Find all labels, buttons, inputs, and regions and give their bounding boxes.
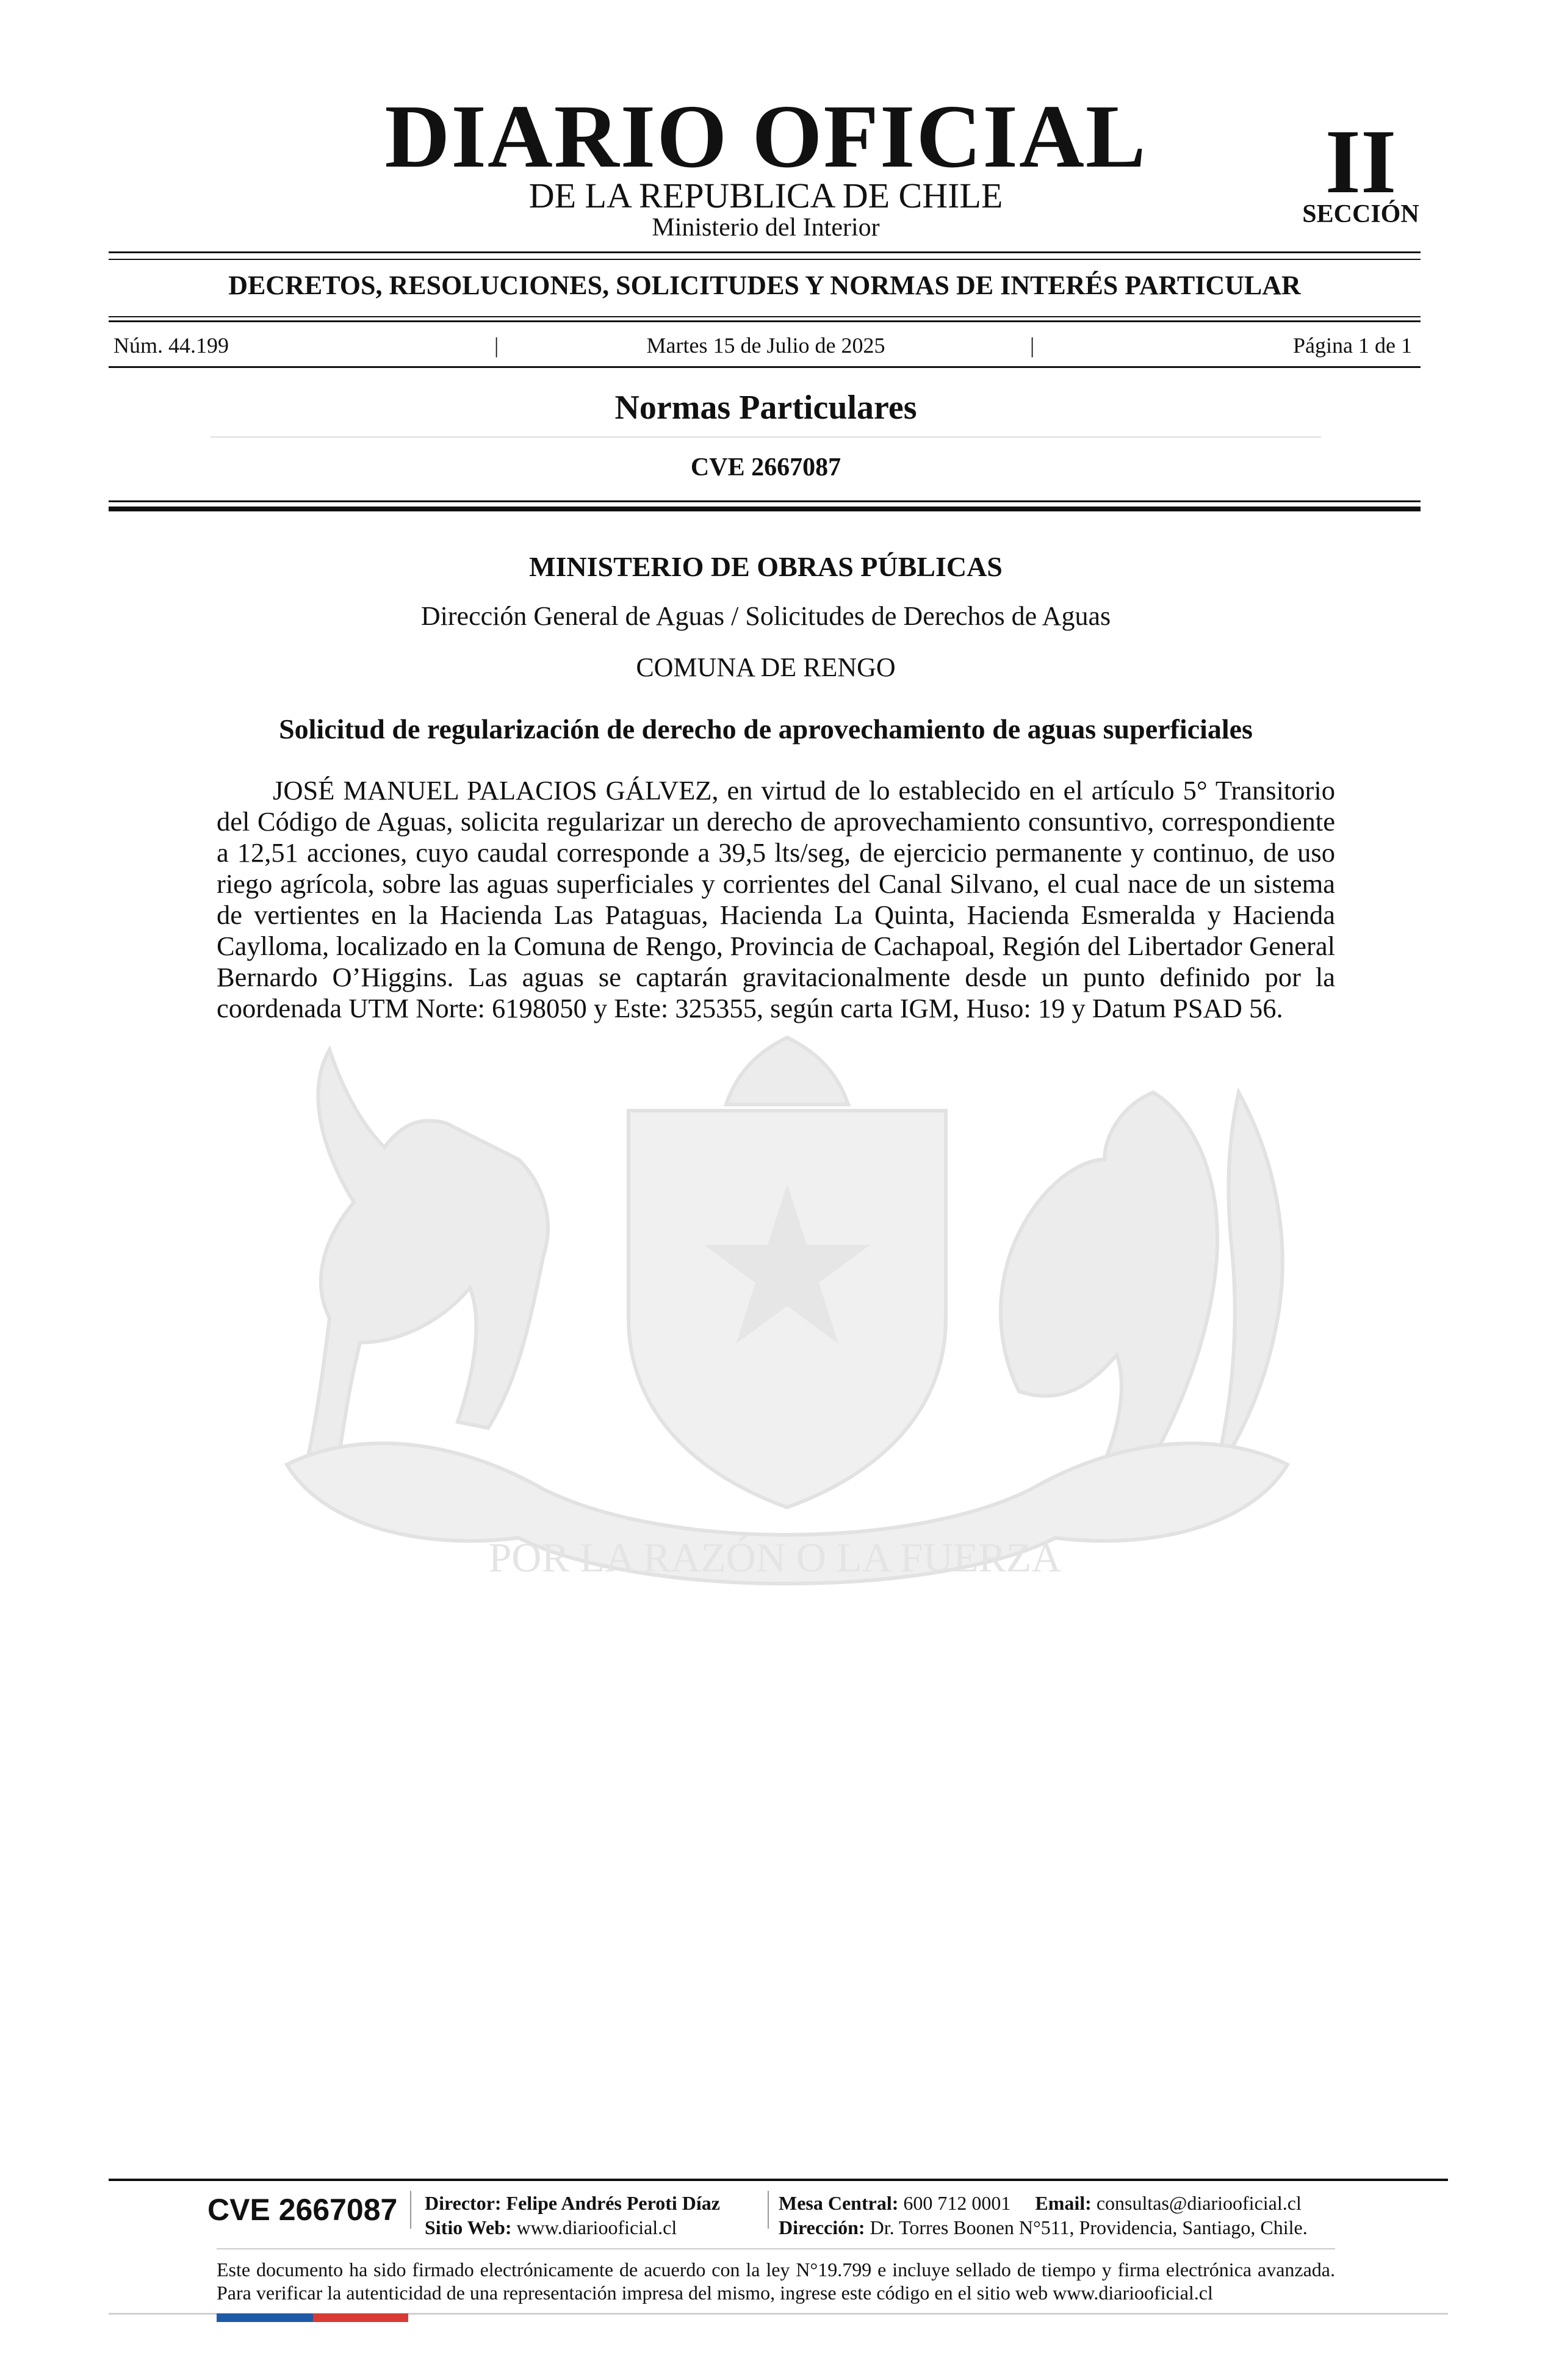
section-number: II: [1325, 111, 1397, 212]
footer-contact: [779, 2193, 1302, 2213]
meta-separator: |: [1030, 333, 1035, 358]
footer-separator: [768, 2191, 769, 2229]
notice-ministry: MINISTERIO DE OBRAS PÚBLICAS: [529, 551, 1003, 582]
masthead-title: DIARIO OFICIAL: [384, 87, 1147, 187]
website-label: Sitio Web:: [425, 2216, 512, 2238]
page-indicator: Página 1 de 1: [1293, 333, 1412, 358]
website-link[interactable]: www.diariooficial.cl: [516, 2216, 677, 2238]
section-heading: Normas Particulares: [614, 389, 917, 427]
director-label: Director:: [425, 2192, 502, 2214]
email-link[interactable]: consultas@diariooficial.cl: [1096, 2192, 1302, 2214]
flag-stripe-blue: [217, 2313, 313, 2322]
notice-comuna: COMUNA DE RENGO: [636, 652, 896, 682]
footer-cve-code: CVE 2667087: [207, 2193, 398, 2227]
section-label: SECCIÓN: [1302, 200, 1419, 228]
masthead-rule-top: [109, 251, 1421, 253]
footer-rule: [109, 2179, 1448, 2181]
cve-code: CVE 2667087: [690, 453, 841, 481]
notice-title: Solicitud de regularización de derecho de aprovechamiento de aguas superficiales: [279, 713, 1253, 745]
meta-separator: |: [494, 333, 499, 358]
coat-of-arms-watermark-icon: [201, 1001, 1349, 1672]
phone-label: Mesa Central:: [779, 2192, 899, 2214]
footer-address: [779, 2218, 1308, 2237]
phone-value: 600 712 0001: [903, 2192, 1011, 2214]
header-rule: [109, 320, 1421, 322]
issue-date: Martes 15 de Julio de 2025: [646, 333, 885, 358]
meta-rule: [109, 366, 1421, 368]
section-rule-thick: [109, 507, 1421, 511]
footer-divider: [217, 2248, 1335, 2249]
address-value: Dr. Torres Boonen N°511, Providencia, Santiago, Chile.: [870, 2216, 1308, 2238]
footer-signature-note: Este documento ha sido firmado electrónicamente de acuerdo con la ley N°19.799 e incluye sellado de tiempo y firma electrónica avanzada. Para verificar la autenticidad de una representación impresa del mismo, ingrese este código en el sitio web www.diariooficial.cl: [217, 2259, 1335, 2304]
masthead-subtitle: DE LA REPUBLICA DE CHILE: [528, 176, 1003, 215]
email-label: Email:: [1035, 2192, 1092, 2214]
section-rule-thin: [109, 500, 1421, 502]
coat-of-arms-motto: POR LA RAZÓN O LA FUERZA: [488, 1534, 1062, 1581]
director-name: Felipe Andrés Peroti Díaz: [506, 2192, 720, 2214]
footer-website: [425, 2218, 677, 2237]
masthead-ministry: Ministerio del Interior: [652, 214, 880, 242]
header-rule-thin: [109, 316, 1421, 317]
masthead-rule-top-thin: [109, 259, 1421, 260]
section-divider: [211, 436, 1321, 438]
header-band: DECRETOS, RESOLUCIONES, SOLICITUDES Y NORMAS DE INTERÉS PARTICULAR: [228, 270, 1301, 300]
notice-body: JOSÉ MANUEL PALACIOS GÁLVEZ, en virtud de lo establecido en el artículo 5° Transitorio del Código de Aguas, solicita regularizar un derecho de aprovechamiento consuntivo, correspondiente a 12,51 acciones, cuyo caudal corresponde a 39,5 lts/seg, de ejercicio permanente y continuo, de uso riego agrícola, sobre las aguas superficiales y corrientes del Canal Silvano, el cual nace de un sistema de vertientes en la Hacienda Las Pataguas, Hacienda La Quinta, Hacienda Esmeralda y Hacienda Caylloma, localizado en la Comuna de Rengo, Provincia de Cachapoal, Región del Libertador General Bernardo O’Higgins. Las aguas se captarán gravitacionalmente desde un punto definido por la coordenada UTM Norte: 6198050 y Este: 325355, según carta IGM, Huso: 19 y Datum PSAD 56.: [217, 775, 1335, 1023]
notice-directorate: Dirección General de Aguas / Solicitudes de Derechos de Aguas: [420, 601, 1111, 631]
address-label: Dirección:: [779, 2216, 865, 2238]
footer-director: [425, 2193, 720, 2213]
footer-separator: [410, 2191, 411, 2229]
flag-stripe-red: [313, 2313, 408, 2322]
issue-number: Núm. 44.199: [113, 333, 229, 358]
